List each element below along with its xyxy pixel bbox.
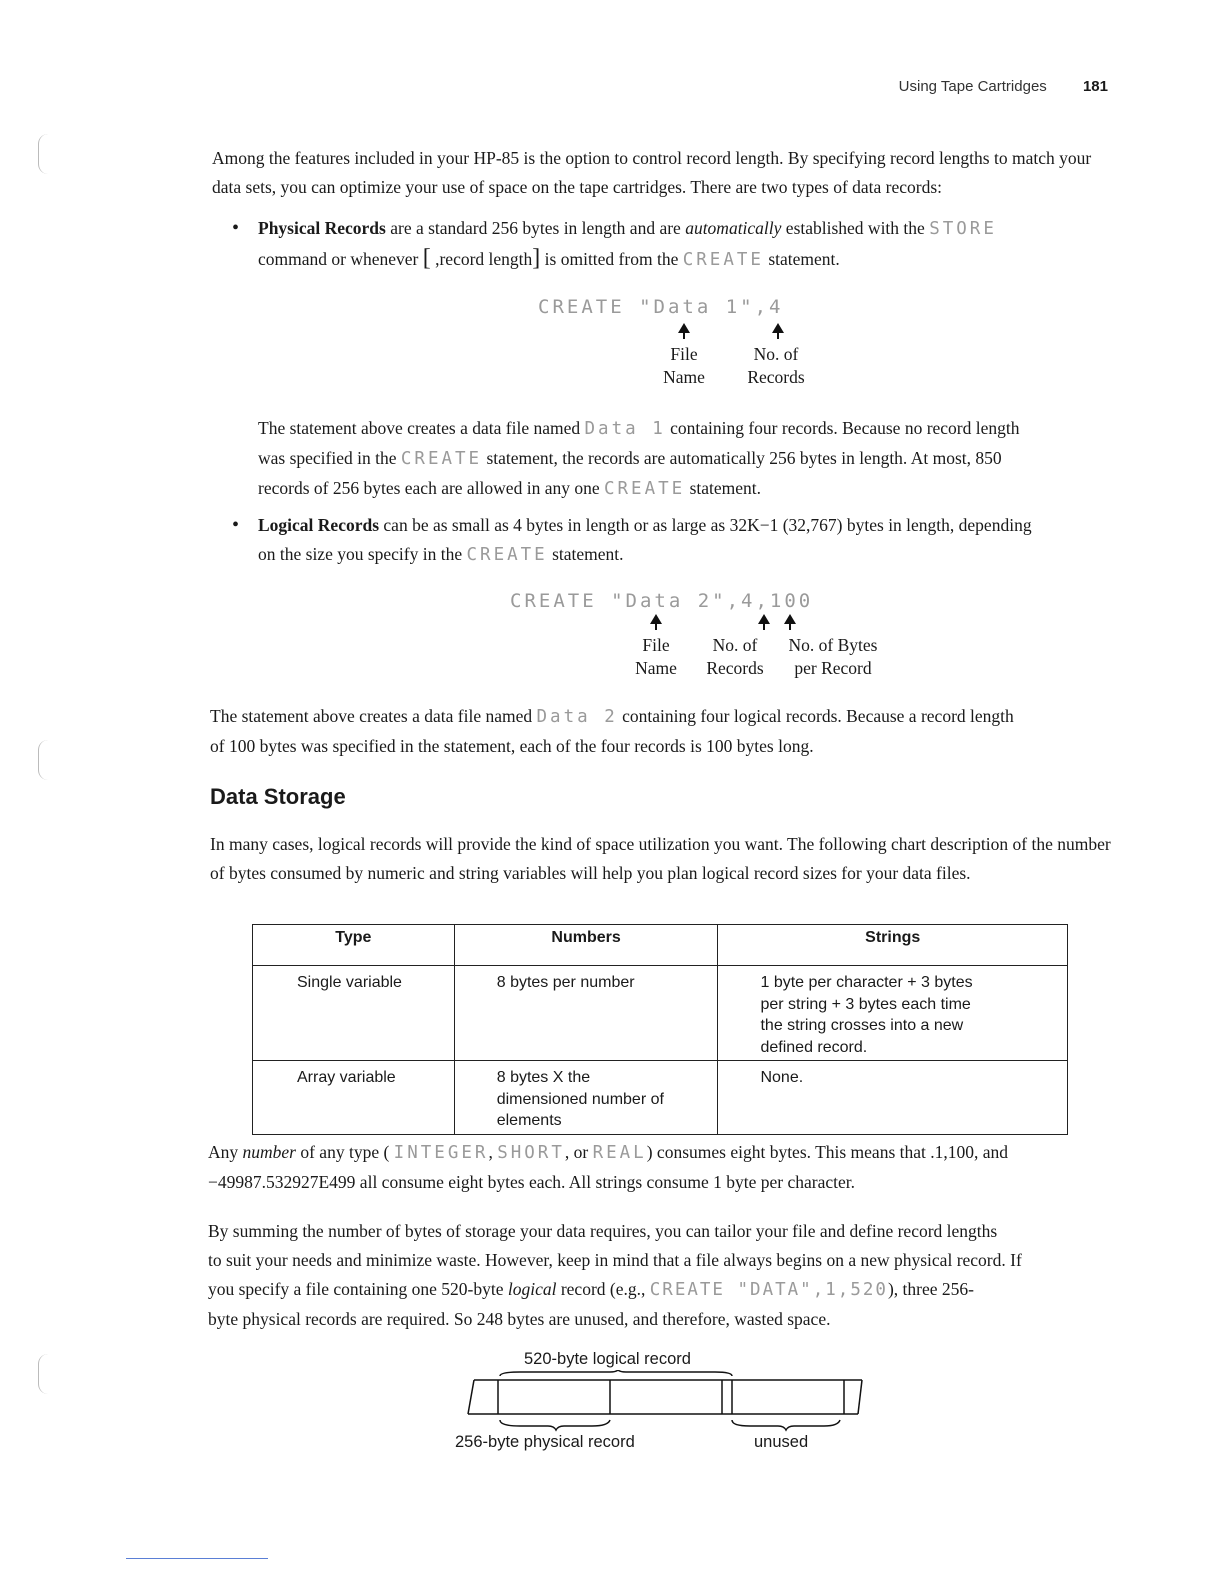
keyword-data1: Data 1 bbox=[584, 419, 666, 439]
any-number-paragraph bbox=[208, 1138, 1124, 1197]
su-emph: logical bbox=[507, 1279, 557, 1299]
physical-text-e: statement. bbox=[763, 249, 840, 269]
page-number: 181 bbox=[1082, 78, 1108, 95]
arrow-up-icon bbox=[784, 614, 796, 630]
label-file-line2: Name bbox=[635, 658, 677, 678]
pn-t2: containing four records. Because no record length bbox=[665, 418, 1020, 438]
ln-t1: The statement above creates a data file named bbox=[210, 706, 537, 726]
an-t5: ) consumes eight bytes. This means that .1,100, and bbox=[646, 1142, 1009, 1162]
physical-records-term: Physical Records bbox=[258, 218, 386, 238]
label-bytes-line2: per Record bbox=[794, 658, 872, 678]
label-no-of-records bbox=[732, 343, 820, 389]
margin-mark-top bbox=[38, 134, 53, 174]
keyword-short: SHORT bbox=[497, 1143, 565, 1163]
column-header-numbers: Numbers bbox=[454, 925, 718, 966]
arrow-up-icon bbox=[678, 323, 690, 339]
label-records-line2: Records bbox=[747, 367, 805, 387]
summing-paragraph bbox=[208, 1217, 1124, 1334]
physical-text-a: are a standard 256 bytes in length and are bbox=[385, 218, 686, 238]
physical-text-b: established with the bbox=[781, 218, 930, 238]
logical-text-a: can be as small as 4 bytes in length or as large as 32K−1 (32,767) bytes in length, depending bbox=[379, 515, 1032, 535]
label-no-of-records bbox=[698, 634, 772, 680]
an-t1: Any bbox=[208, 1142, 243, 1162]
keyword-data2: Data 2 bbox=[536, 707, 618, 727]
bullet-icon: • bbox=[232, 217, 240, 239]
logical-text-c: statement. bbox=[547, 544, 624, 564]
label-bytes-per-record bbox=[778, 634, 888, 680]
su-t1: By summing the number of bytes of storage your data requires, you can tailor your file and define record lengths bbox=[208, 1221, 998, 1241]
logical-note-paragraph bbox=[210, 702, 1122, 761]
table-row bbox=[253, 966, 1068, 1061]
keyword-integer: INTEGER bbox=[393, 1143, 489, 1163]
cell-numbers: 8 bytes X the dimensioned number of elements bbox=[454, 1061, 718, 1135]
pn-t5: records of 256 bytes each are allowed in any one bbox=[258, 478, 604, 498]
section-heading-data-storage: Data Storage bbox=[210, 784, 346, 809]
keyword-create: CREATE bbox=[466, 545, 548, 565]
bytes-table bbox=[252, 924, 1068, 1135]
physical-emph: automatically bbox=[685, 218, 782, 238]
physical-text-d: is omitted from the bbox=[540, 249, 683, 269]
label-bytes-line1: No. of Bytes bbox=[788, 635, 878, 655]
keyword-create: CREATE bbox=[682, 250, 764, 270]
label-file-line1: File bbox=[670, 344, 698, 364]
keyword-store: STORE bbox=[929, 219, 997, 239]
table-header-row bbox=[253, 925, 1068, 966]
running-header bbox=[899, 78, 1108, 95]
ln-t2: containing four logical records. Because a record length bbox=[617, 706, 1014, 726]
pn-t1: The statement above creates a data file named bbox=[258, 418, 585, 438]
column-header-type: Type bbox=[253, 925, 455, 966]
record-length-param: ,record length bbox=[430, 249, 533, 269]
an-t3: , bbox=[488, 1142, 498, 1162]
physical-note-paragraph bbox=[258, 414, 1128, 504]
diagram-label-unused: unused bbox=[754, 1433, 809, 1451]
label-file-line2: Name bbox=[663, 367, 705, 387]
label-records-line1: No. of bbox=[753, 344, 799, 364]
su-t4: record (e.g., bbox=[556, 1279, 650, 1299]
su-t6: byte physical records are required. So 248 bytes are unused, and therefore, wasted space. bbox=[208, 1309, 831, 1329]
label-file-name bbox=[616, 634, 696, 680]
column-header-strings: Strings bbox=[718, 925, 1068, 966]
section-title: Using Tape Cartridges bbox=[898, 78, 1047, 95]
margin-mark-middle bbox=[38, 740, 53, 780]
logical-text-b: on the size you specify in the bbox=[258, 544, 467, 564]
data-storage-intro: In many cases, logical records will provide the kind of space utilization you want. The following chart description of the number of bytes consumed by numeric and string variables will help you plan logical record sizes for your data files. bbox=[210, 834, 1111, 883]
label-records-line2: Records bbox=[706, 658, 764, 678]
diagram-label-logical: 520-byte logical record bbox=[524, 1350, 691, 1368]
keyword-create-example: CREATE "DATA",1,520 bbox=[649, 1280, 888, 1300]
keyword-create: CREATE bbox=[603, 479, 686, 499]
example1-statement: CREATE "Data 1",4 bbox=[538, 296, 784, 318]
diagram-label-physical: 256-byte physical record bbox=[455, 1433, 635, 1451]
logical-records-bullet bbox=[232, 511, 1138, 570]
physical-records-bullet bbox=[232, 214, 1128, 275]
arrow-up-icon bbox=[650, 614, 662, 630]
su-t5: ), three 256- bbox=[887, 1279, 974, 1299]
su-t3: you specify a file containing one 520-byte bbox=[208, 1279, 508, 1299]
label-file-line1: File bbox=[642, 635, 670, 655]
margin-mark-bottom bbox=[38, 1354, 53, 1394]
label-file-name bbox=[644, 343, 724, 389]
table-row bbox=[253, 1061, 1068, 1135]
pn-t6: statement. bbox=[685, 478, 762, 498]
arrow-up-icon bbox=[758, 614, 770, 630]
physical-text-c: command or whenever bbox=[258, 249, 423, 269]
keyword-create: CREATE bbox=[400, 449, 483, 469]
intro-paragraph: Among the features included in your HP-85 is the option to control record length. By specifying record lengths to match your data sets, you can optimize your use of space on the tape cartridges. There are two types of data records: bbox=[212, 148, 1092, 197]
logical-records-term: Logical Records bbox=[258, 515, 380, 535]
an-emph: number bbox=[242, 1142, 296, 1162]
footnote-rule bbox=[126, 1558, 268, 1559]
bracket-open: [ bbox=[422, 245, 431, 271]
su-t2: to suit your needs and minimize waste. However, keep in mind that a file always begins on a new physical record. If bbox=[208, 1250, 1022, 1270]
pn-t3: was specified in the bbox=[258, 448, 401, 468]
keyword-real: REAL bbox=[592, 1143, 647, 1163]
cell-type: Single variable bbox=[253, 966, 455, 1061]
bracket-close: ] bbox=[532, 245, 541, 271]
an-t4: , or bbox=[564, 1142, 593, 1162]
ln-t3: of 100 bytes was specified in the statement, each of the four records is 100 bytes long. bbox=[210, 736, 814, 756]
an-t2: of any type ( bbox=[295, 1142, 394, 1162]
record-diagram bbox=[440, 1370, 880, 1440]
arrow-up-icon bbox=[772, 323, 784, 339]
bullet-icon: • bbox=[232, 514, 240, 536]
an-t6: −49987.532927E499 all consume eight bytes each. All strings consume 1 byte per character. bbox=[208, 1172, 856, 1192]
cell-numbers: 8 bytes per number bbox=[454, 966, 718, 1061]
cell-strings: 1 byte per character + 3 bytes per string + 3 bytes each time the string crosses into a new defined record. bbox=[718, 966, 1068, 1061]
example2-statement: CREATE "Data 2",4,100 bbox=[510, 590, 814, 612]
cell-type: Array variable bbox=[253, 1061, 455, 1135]
cell-strings: None. bbox=[718, 1061, 1068, 1135]
label-records-line1: No. of bbox=[712, 635, 758, 655]
pn-t4: statement, the records are automatically 256 bytes in length. At most, 850 bbox=[482, 448, 1002, 468]
